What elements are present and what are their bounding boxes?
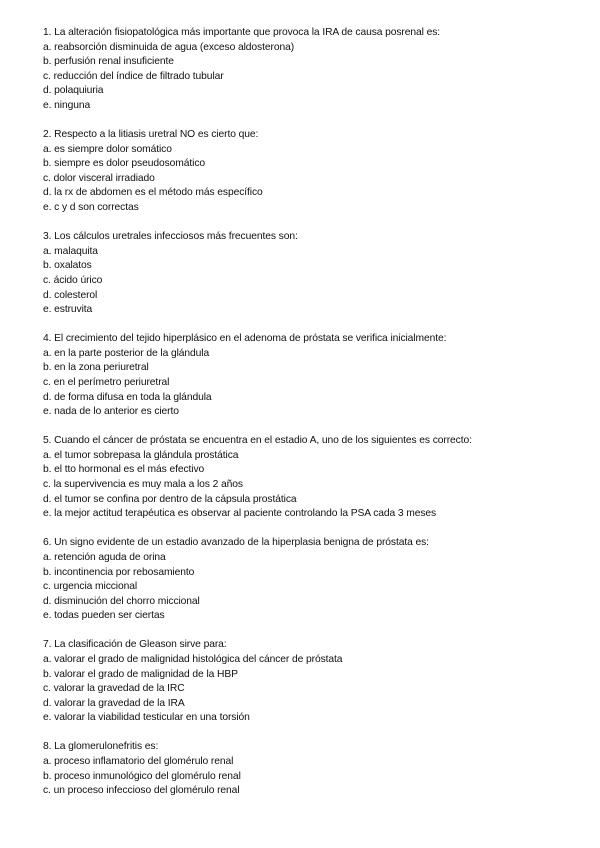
question-4 — [43, 332, 593, 420]
question-stem: 6. Un signo evidente de un estadio avanzado de la hiperplasia benigna de próstata es: — [43, 537, 429, 549]
option-d: d. la rx de abdomen es el método más específico — [43, 187, 263, 199]
option-b: b. en la zona periuretral — [43, 362, 149, 374]
option-d: d. el tumor se confina por dentro de la cápsula prostática — [43, 493, 297, 505]
option-b: b. el tto hormonal es el más efectivo — [43, 464, 205, 476]
question-8 — [43, 740, 593, 798]
question-6 — [43, 536, 593, 624]
question-5 — [43, 434, 593, 522]
option-a: a. en la parte posterior de la glándula — [43, 347, 210, 359]
question-stem: 8. La glomerulonefritis es: — [43, 741, 159, 753]
option-c: c. la supervivencia es muy mala a los 2 años — [43, 479, 243, 491]
question-stem: 4. El crecimiento del tejido hiperplásico en el adenoma de próstata se verifica inicialmente: — [43, 333, 447, 345]
option-b: b. incontinencia por rebosamiento — [43, 566, 195, 578]
option-a: a. es siempre dolor somático — [43, 143, 172, 155]
option-c: c. un proceso infeccioso del glomérulo renal — [43, 785, 240, 797]
option-e: e. estruvita — [43, 304, 93, 316]
option-c: c. ácido úrico — [43, 274, 103, 286]
option-d: d. colesterol — [43, 289, 98, 301]
option-e: e. nada de lo anterior es cierto — [43, 406, 179, 418]
option-b: b. valorar el grado de malignidad de la HBP — [43, 668, 238, 680]
option-d: d. de forma difusa en toda la glándula — [43, 391, 212, 403]
question-2 — [43, 128, 593, 216]
option-e: e. c y d son correctas — [43, 202, 139, 214]
option-a: a. proceso inflamatorio del glomérulo renal — [43, 756, 234, 768]
option-b: b. siempre es dolor pseudosomático — [43, 158, 206, 170]
option-c: c. reducción del índice de filtrado tubular — [43, 70, 224, 82]
option-a: a. el tumor sobrepasa la glándula prostática — [43, 449, 239, 461]
question-stem: 1. La alteración fisiopatológica más importante que provoca la IRA de causa posrenal es: — [43, 27, 441, 38]
option-a: a. malaquita — [43, 245, 98, 257]
option-e: e. valorar la viabilidad testicular en una torsión — [43, 712, 250, 724]
option-a: a. valorar el grado de malignidad histológica del cáncer de próstata — [43, 653, 343, 665]
option-d: d. valorar la gravedad de la IRA — [43, 697, 185, 709]
question-1 — [43, 26, 593, 114]
option-e: e. todas pueden ser ciertas — [43, 610, 165, 622]
question-stem: 7. La clasificación de Gleason sirve para: — [43, 639, 227, 651]
question-3 — [43, 230, 593, 318]
option-b: b. oxalatos — [43, 260, 92, 272]
option-c: c. urgencia miccional — [43, 581, 138, 593]
option-c: c. valorar la gravedad de la IRC — [43, 683, 185, 695]
option-a: a. retención aguda de orina — [43, 551, 166, 563]
option-b: b. perfusión renal insuficiente — [43, 56, 174, 68]
option-e: e. ninguna — [43, 99, 91, 111]
option-e: e. la mejor actitud terapéutica es observar al paciente controlando la PSA cada 3 meses — [43, 508, 437, 520]
document-page — [43, 26, 593, 813]
option-d: d. polaquiuria — [43, 85, 104, 97]
option-b: b. proceso inmunológico del glomérulo renal — [43, 770, 241, 782]
question-stem: 3. Los cálculos uretrales infecciosos más frecuentes son: — [43, 231, 298, 243]
option-c: c. dolor visceral irradiado — [43, 172, 155, 184]
question-7 — [43, 638, 593, 726]
option-c: c. en el perímetro periuretral — [43, 376, 170, 388]
question-stem: 5. Cuando el cáncer de próstata se encuentra en el estadio A, uno de los siguientes es correcto: — [43, 435, 472, 447]
option-d: d. disminución del chorro miccional — [43, 595, 200, 607]
question-stem: 2. Respecto a la litiasis uretral NO es cierto que: — [43, 129, 259, 141]
option-a: a. reabsorción disminuida de agua (exceso aldosterona) — [43, 41, 295, 53]
